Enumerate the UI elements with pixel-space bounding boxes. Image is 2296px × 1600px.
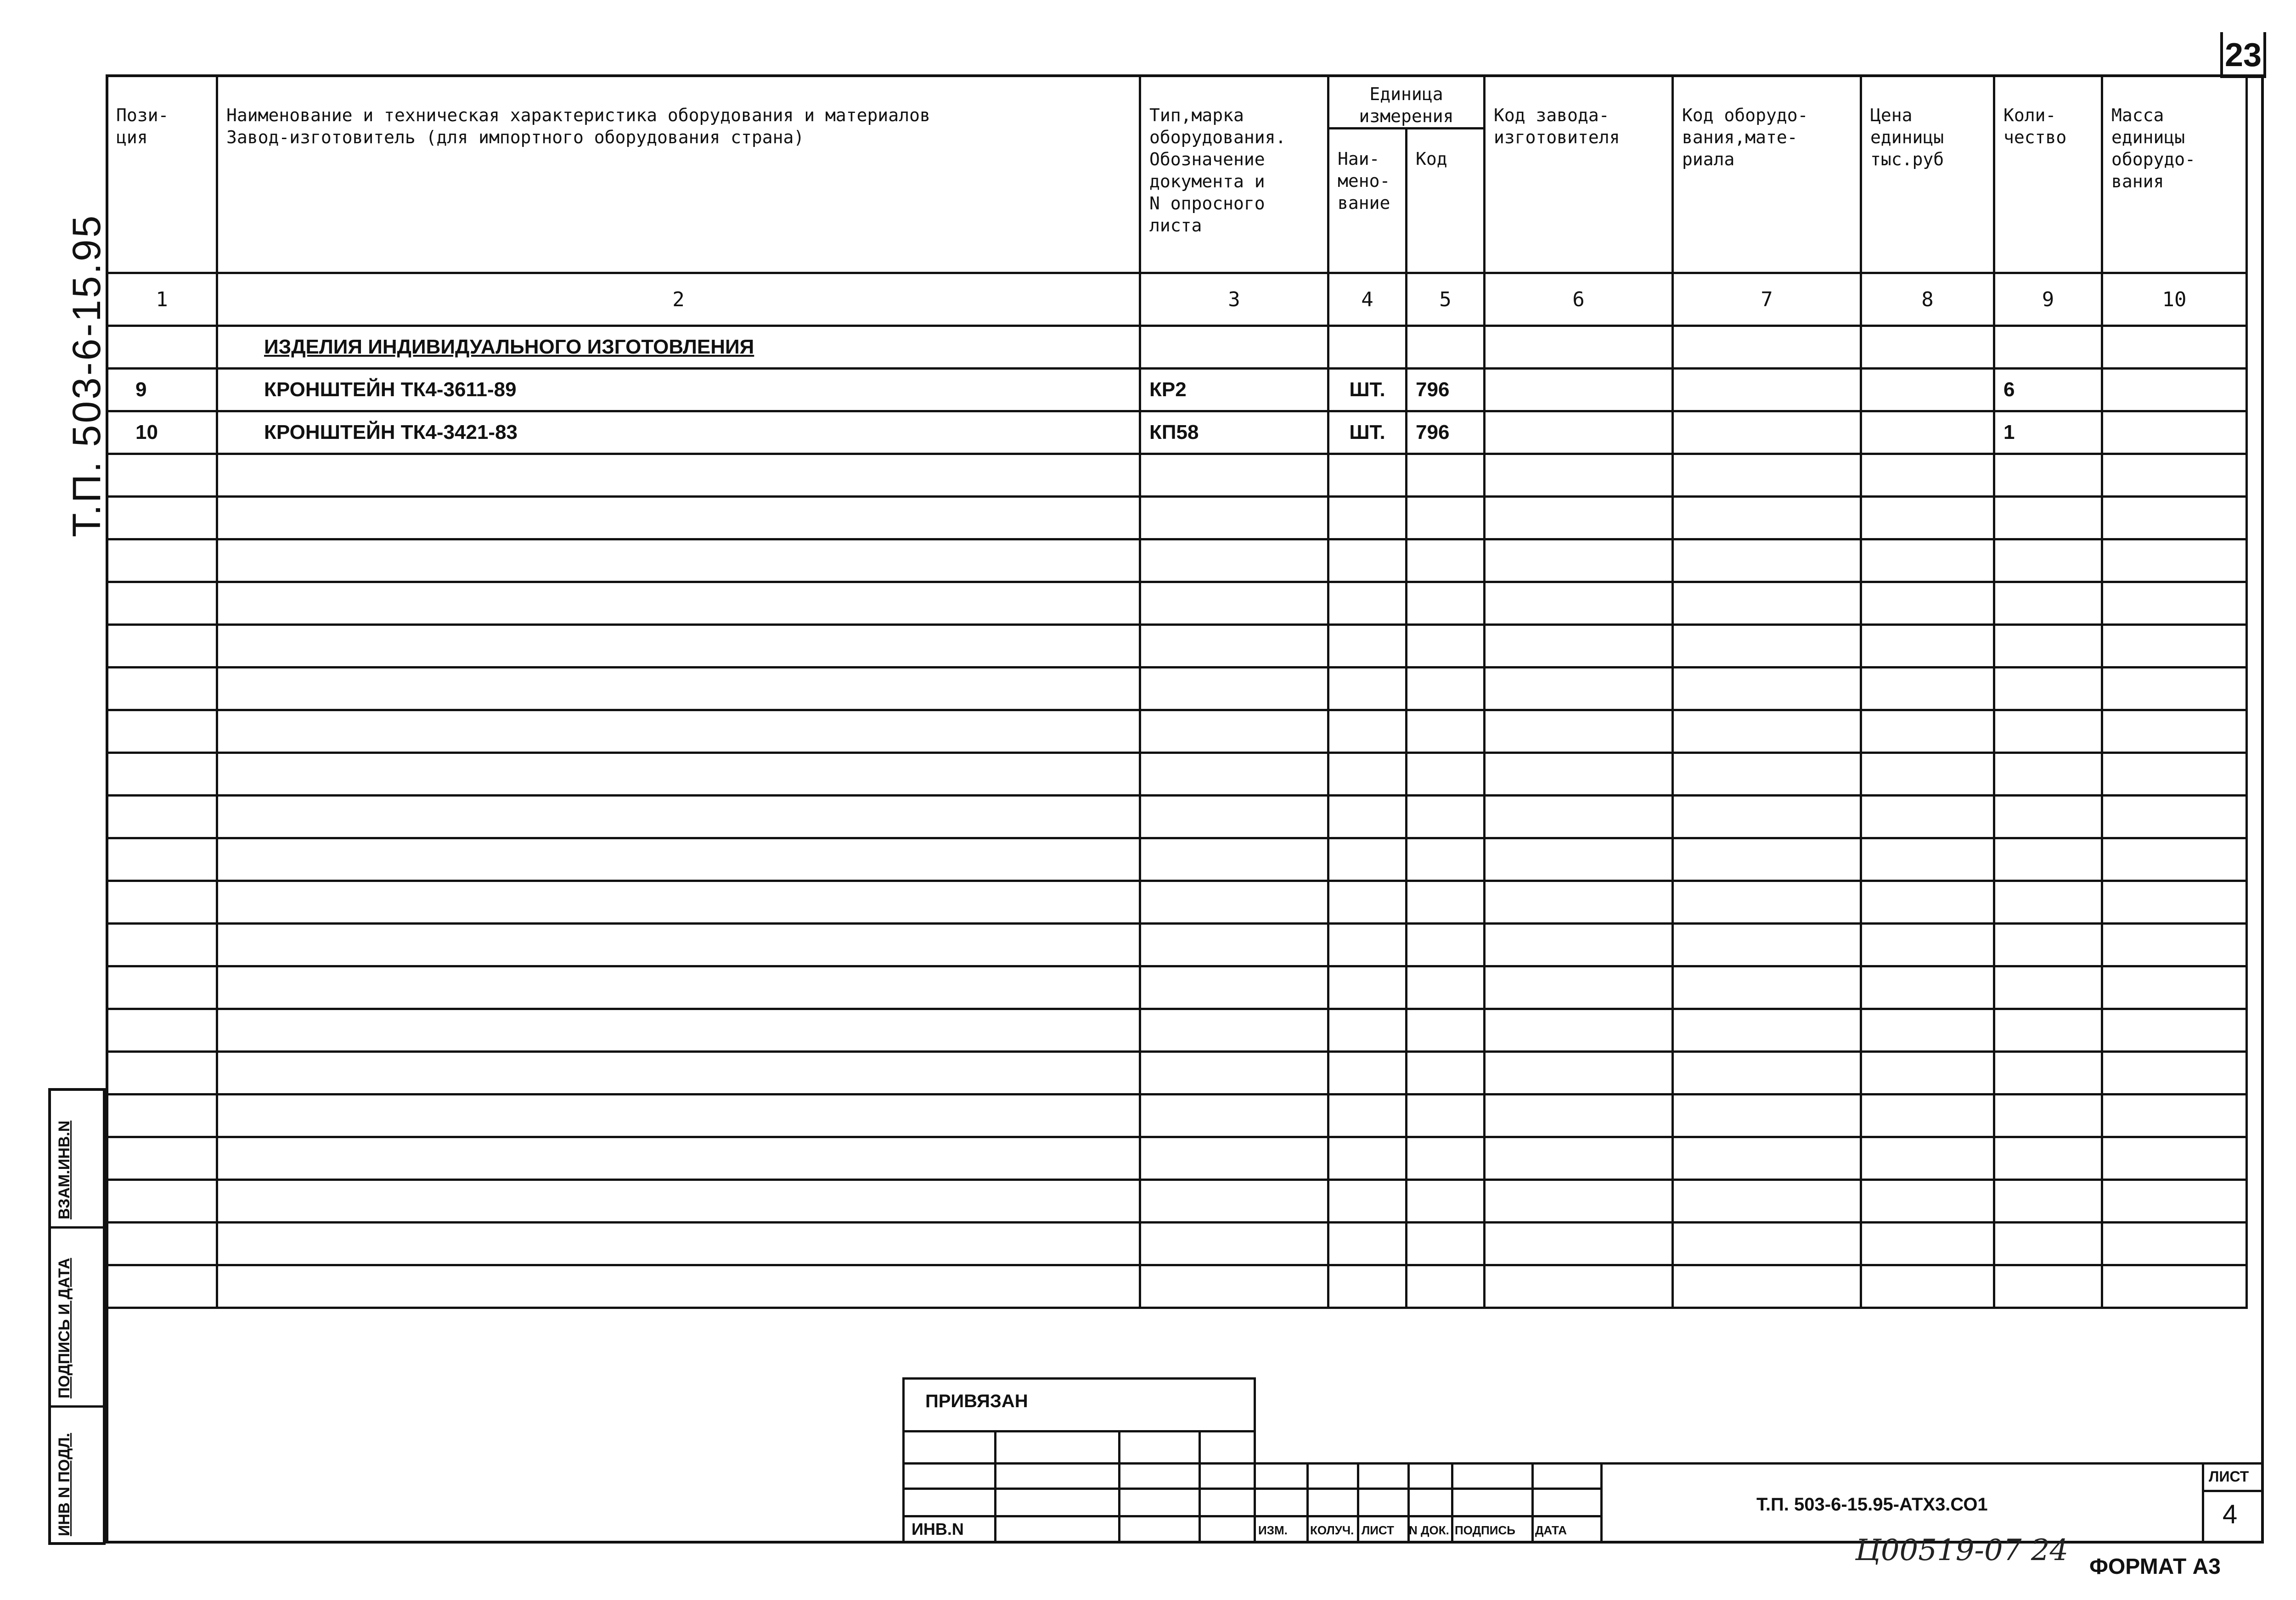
column-number: 2	[217, 273, 1140, 326]
bound-label: ПРИВЯЗАН	[925, 1391, 1028, 1411]
column-number: 3	[1140, 273, 1328, 326]
header-price: Цена единицы тыс.руб	[1861, 76, 1994, 273]
sheet-number: 4	[2223, 1499, 2238, 1529]
title-block-stamp	[902, 1377, 2264, 1544]
header-unit-name: Наи- мено- вание	[1328, 129, 1407, 273]
column-number: 6	[1485, 273, 1673, 326]
column-number: 4	[1328, 273, 1407, 326]
side-label-inventory: ИНВ N ПОДЛ.	[56, 1433, 73, 1536]
row-quantity: 6	[1994, 369, 2102, 411]
row-position: 10	[107, 411, 217, 454]
column-number: 1	[107, 273, 217, 326]
header-name: Наименование и техническая характеристика оборудования и материалов Завод-изготовитель (для импортного оборудования страна)	[217, 76, 1140, 273]
header-plant-code: Код завода- изготовителя	[1485, 76, 1673, 273]
header-mass: Масса единицы оборудо- вания	[2102, 76, 2247, 273]
sheet-badge: 23	[2220, 32, 2266, 78]
column-number: 5	[1407, 273, 1485, 326]
stamp-col-date: ДАТА	[1535, 1523, 1567, 1537]
column-number: 8	[1861, 273, 1994, 326]
row-type: КР2	[1140, 369, 1328, 411]
side-label-replacement: ВЗАМ.ИНВ.N	[56, 1120, 73, 1219]
stamp-col-change: ИЗМ.	[1258, 1523, 1288, 1537]
side-label-signature: ПОДПИСЬ И ДАТА	[56, 1258, 73, 1398]
row-unit-code: 796	[1407, 369, 1485, 411]
row-position: 9	[107, 369, 217, 411]
inventory-label: ИНВ.N	[912, 1520, 964, 1538]
sheet-frame	[106, 74, 2264, 1544]
side-strip	[48, 1088, 106, 1545]
header-unit-code: Код	[1407, 129, 1485, 273]
row-type: КП58	[1140, 411, 1328, 454]
stamp-col-docnum: N ДОК.	[1409, 1523, 1449, 1537]
section-title: ИЗДЕЛИЯ ИНДИВИДУАЛЬНОГО ИЗГОТОВЛЕНИЯ	[217, 326, 1140, 369]
row-unit: ШТ.	[1328, 411, 1407, 454]
document-code: Т.П. 503-6-15.95-АТХ3.СО1	[1756, 1494, 1988, 1515]
row-quantity: 1	[1994, 411, 2102, 454]
handwritten-note: Ц00519-07 24	[1855, 1533, 2069, 1567]
row-unit: ШТ.	[1328, 369, 1407, 411]
side-cell-inventory	[51, 1408, 103, 1542]
stamp-col-sheet: ЛИСТ	[1362, 1523, 1394, 1537]
side-document-code: Т.П. 503-6-15.95	[65, 213, 109, 537]
row-name: КРОНШТЕЙН ТК4-3421-83	[217, 411, 1140, 454]
side-cell-replacement	[51, 1091, 103, 1229]
column-number: 10	[2102, 273, 2247, 326]
row-unit-code: 796	[1407, 411, 1485, 454]
side-cell-signature	[51, 1229, 103, 1408]
header-equipment-code: Код оборудо- вания,мате- риала	[1673, 76, 1861, 273]
header-quantity: Коли- чество	[1994, 76, 2102, 273]
row-name: КРОНШТЕЙН ТК4-3611-89	[217, 369, 1140, 411]
stamp-col-signature: ПОДПИСЬ	[1455, 1523, 1515, 1537]
format-label: ФОРМАТ А3	[2089, 1555, 2221, 1579]
sheet-label: ЛИСТ	[2209, 1468, 2249, 1485]
header-type: Тип,марка оборудования. Обозначение документа и N опросного листа	[1140, 76, 1328, 273]
column-number: 9	[1994, 273, 2102, 326]
header-position: Пози- ция	[107, 76, 217, 273]
column-number: 7	[1673, 273, 1861, 326]
header-unit-group: Единица измерения	[1328, 76, 1485, 129]
stamp-col-count: КОЛУЧ.	[1310, 1523, 1354, 1537]
